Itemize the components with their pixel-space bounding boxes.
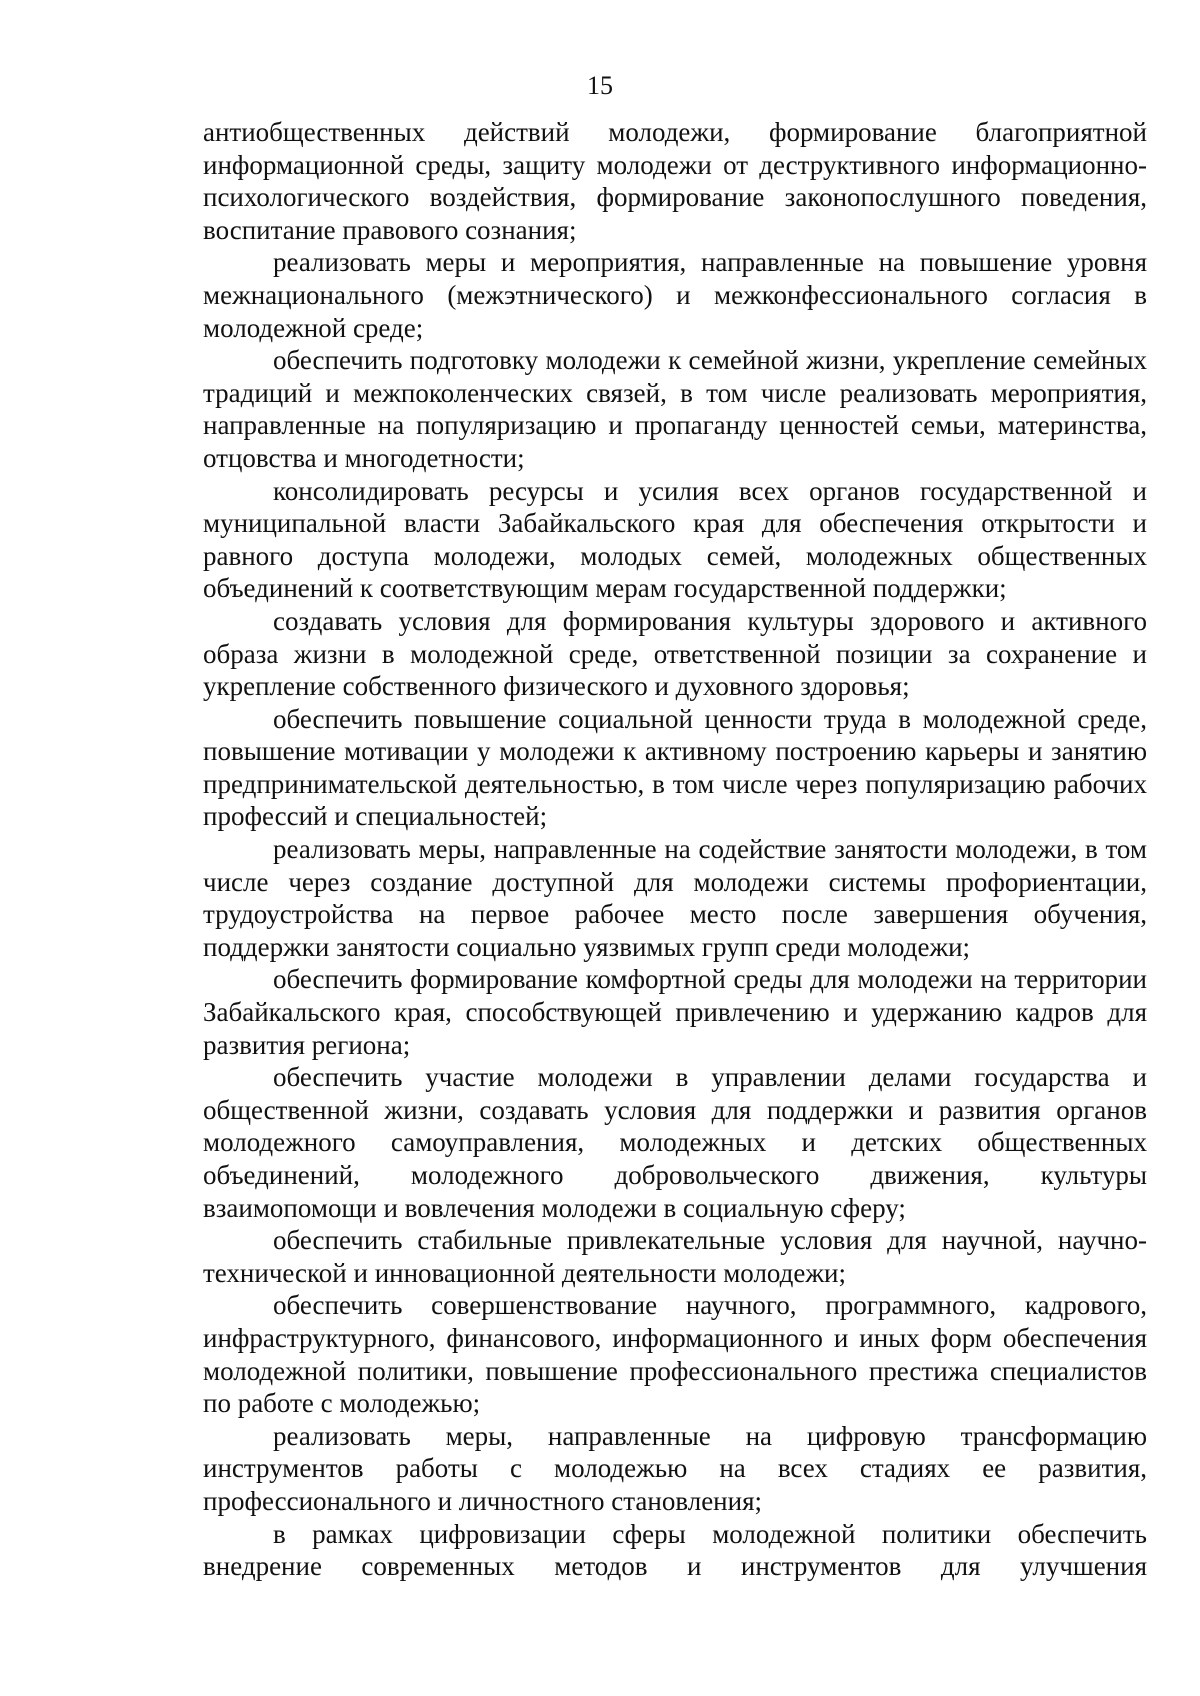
paragraph-12: реализовать меры, направленные на цифровую трансформацию инструментов работы с молодежью на всех стадиях ее развития, профессионального и личностного становления; — [203, 1420, 1147, 1516]
paragraph-5: создавать условия для формирования культуры здорового и активного образа жизни в молодежной среде, ответственной позиции за сохранение и укрепление собственного физического и духовного здоровья; — [203, 605, 1147, 702]
paragraph-9: обеспечить участие молодежи в управлении делами государства и общественной жизни, создавать условия для поддержки и развития органов молодежного самоуправления, молодежных и детских общественных объединений, молодежного добровольческого движения, культуры взаимопомощи и вовлечения молодежи в социальную сферу; — [203, 1062, 1147, 1223]
paragraph-6: обеспечить повышение социальной ценности труда в молодежной среде, повышение мотивации у молодежи к активному построению карьеры и занятию предпринимательской деятельностью, в том числе через популяризацию рабочих профессий и специальностей; — [203, 703, 1147, 832]
paragraph-10: обеспечить стабильные привлекательные условия для научной, научно-технической и инновационной деятельности молодежи; — [203, 1225, 1147, 1288]
document-body — [203, 116, 1147, 1583]
paragraph-1: антиобщественных действий молодежи, формирование благоприятной информационной среды, защиту молодежи от деструктивного информационно-психологического воздействия, формирование законопослушного поведения, воспитание правового сознания; — [203, 117, 1147, 245]
paragraph-11: обеспечить совершенствование научного, программного, кадрового, инфраструктурного, финансового, информационного и иных форм обеспечения молодежной политики, повышение профессионального престижа специалистов по работе с молодежью; — [203, 1290, 1147, 1419]
page-number: 15 — [587, 71, 613, 100]
paragraph-8: обеспечить формирование комфортной среды для молодежи на территории Забайкальского края, способствующей привлечению и удержанию кадров для развития региона; — [203, 964, 1147, 1060]
paragraph-13: в рамках цифровизации сферы молодежной политики обеспечить внедрение современных методов и инструментов для улучшения — [203, 1518, 1147, 1582]
paragraph-7: реализовать меры, направленные на содействие занятости молодежи, в том числе через создание доступной для молодежи системы профориентации, трудоустройства на первое рабочее место после завершения обучения, поддержки занятости социально уязвимых групп среди молодежи; — [203, 834, 1147, 962]
paragraph-4: консолидировать ресурсы и усилия всех органов государственной и муниципальной власти Забайкальского края для обеспечения открытости и равного доступа молодежи, молодых семей, молодежных общественных объединений к соответствующим мерам государственной поддержки; — [203, 475, 1147, 604]
paragraph-3: обеспечить подготовку молодежи к семейной жизни, укрепление семейных традиций и межпоколенческих связей, в том числе реализовать мероприятия, направленные на популяризацию и пропаганду ценностей семьи, материнства, отцовства и многодетности; — [203, 345, 1147, 473]
paragraph-2: реализовать меры и мероприятия, направленные на повышение уровня межнационального (межэтнического) и межконфессионального согласия в молодежной среде; — [203, 247, 1147, 343]
